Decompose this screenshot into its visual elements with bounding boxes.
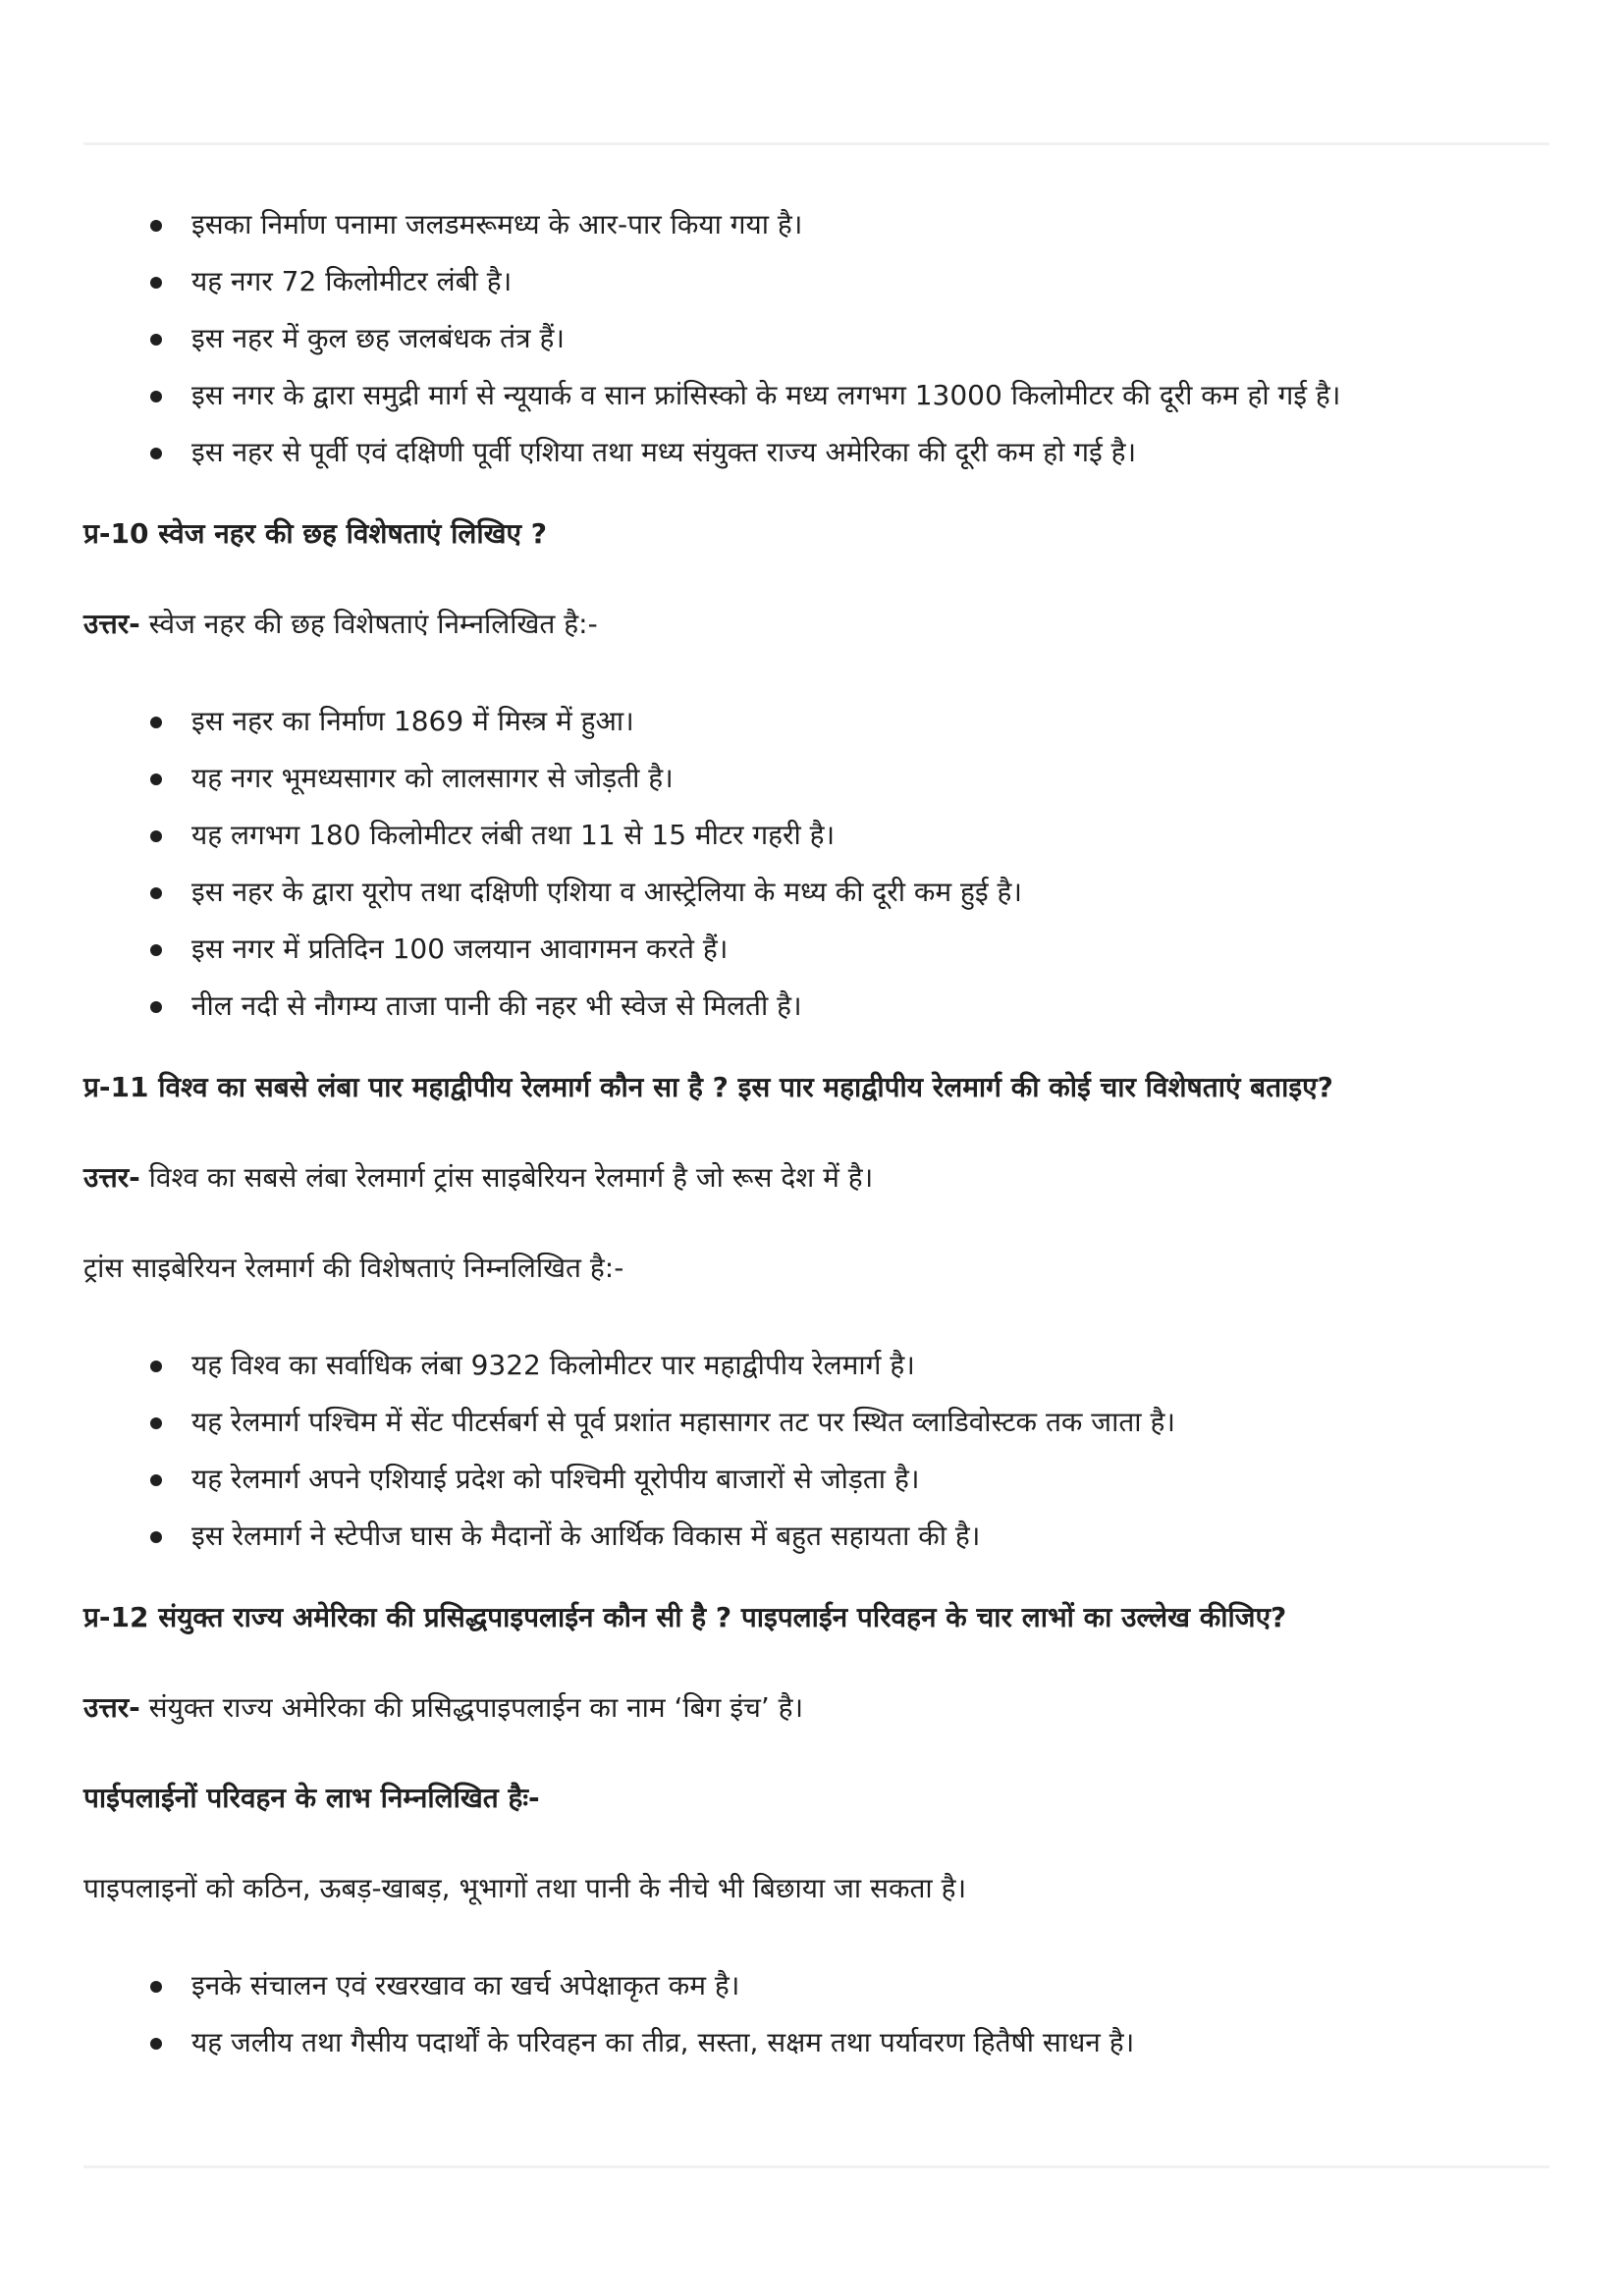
question-11: प्र-11 विश्व का सबसे लंबा पार महाद्वीपीय रेलमार्ग कौन सा है ? इस पार महाद्वीपीय रेलमार्ग की कोई चार विशेषताएं बताइए? (83, 1071, 1333, 1103)
list-item: यह नगर भूमध्यसागर को लालसागर से जोड़ती है। (83, 750, 1549, 807)
trans-siberian-intro: ट्रांस साइबेरियन रेलमार्ग की विशेषताएं निम्नलिखित है:- (83, 1252, 624, 1284)
answer-text: संयुक्त राज्य अमेरिका की प्रसिद्धपाइपलाईन का नाम ‘बिग इंच’ है। (139, 1691, 804, 1724)
answer-label: उत्तर- (83, 1161, 140, 1194)
trans-siberian-list (83, 1337, 1549, 1565)
list-item: इस नहर में कुल छह जलबंधक तंत्र हैं। (83, 310, 1549, 367)
list-item: इसका निर्माण पनामा जलडमरूमध्य के आर-पार किया गया है। (83, 196, 1549, 253)
list-item: यह विश्व का सर्वाधिक लंबा 9322 किलोमीटर पार महाद्वीपीय रेलमार्ग है। (83, 1337, 1549, 1394)
list-item: यह लगभग 180 किलोमीटर लंबी तथा 11 से 15 मीटर गहरी है। (83, 807, 1549, 864)
suez-canal-list (83, 693, 1549, 1035)
list-item: यह रेलमार्ग पश्चिम में सेंट पीटर्सबर्ग से पूर्व प्रशांत महासागर तट पर स्थित व्लाडिवोस्टक तक जाता है। (83, 1394, 1549, 1451)
pipeline-benefits-heading: पाईपलाईनों परिवहन के लाभ निम्नलिखित हैः- (83, 1782, 540, 1814)
bottom-divider (83, 2165, 1549, 2168)
top-divider (83, 142, 1549, 145)
answer-label: उत्तर- (83, 1691, 140, 1724)
answer-10 (83, 605, 1549, 644)
question-12: प्र-12 संयुक्त राज्य अमेरिका की प्रसिद्धपाइपलाईन कौन सी है ? पाइपलाईन परिवहन के चार लाभों का उल्लेख कीजिए? (83, 1601, 1287, 1633)
pipeline-benefits-list (83, 1957, 1549, 2071)
question-10: प्र-10 स्वेज नहर की छह विशेषताएं लिखिए ? (83, 517, 547, 550)
pipeline-intro: पाइपलाइनों को कठिन, ऊबड़-खाबड़, भूभागों तथा पानी के नीचे भी बिछाया जा सकता है। (83, 1872, 967, 1904)
answer-11 (83, 1158, 1549, 1198)
answer-label: उत्तर- (83, 608, 140, 640)
list-item: इस रेलमार्ग ने स्टेपीज घास के मैदानों के आर्थिक विकास में बहुत सहायता की है। (83, 1508, 1549, 1565)
list-item: इस नहर का निर्माण 1869 में मिस्त्र में हुआ। (83, 693, 1549, 750)
list-item: इस नगर में प्रतिदिन 100 जलयान आवागमन करते हैं। (83, 921, 1549, 978)
document-body (83, 196, 1549, 2071)
list-item: यह जलीय तथा गैसीय पदार्थों के परिवहन का तीव्र, सस्ता, सक्षम तथा पर्यावरण हितैषी साधन है। (83, 2014, 1549, 2071)
list-item: इस नहर से पूर्वी एवं दक्षिणी पूर्वी एशिया तथा मध्य संयुक्त राज्य अमेरिका की दूरी कम हो गई है। (83, 424, 1549, 481)
answer-text: स्वेज नहर की छह विशेषताएं निम्नलिखित है:- (139, 608, 598, 640)
answer-text: विश्व का सबसे लंबा रेलमार्ग ट्रांस साइबेरियन रेलमार्ग है जो रूस देश में है। (139, 1161, 874, 1194)
list-item: इनके संचालन एवं रखरखाव का खर्च अपेक्षाकृत कम है। (83, 1957, 1549, 2014)
list-item: इस नहर के द्वारा यूरोप तथा दक्षिणी एशिया व आस्ट्रेलिया के मध्य की दूरी कम हुई है। (83, 864, 1549, 921)
list-item: यह नगर 72 किलोमीटर लंबी है। (83, 253, 1549, 310)
list-item: यह रेलमार्ग अपने एशियाई प्रदेश को पश्चिमी यूरोपीय बाजारों से जोड़ता है। (83, 1451, 1549, 1508)
panama-canal-list (83, 196, 1549, 481)
list-item: नील नदी से नौगम्य ताजा पानी की नहर भी स्वेज से मिलती है। (83, 978, 1549, 1035)
answer-12 (83, 1688, 1549, 1728)
list-item: इस नगर के द्वारा समुद्री मार्ग से न्यूयार्क व सान फ्रांसिस्को के मध्य लगभग 13000 किलोमीटर की दूरी कम हो गई है। (83, 367, 1549, 424)
